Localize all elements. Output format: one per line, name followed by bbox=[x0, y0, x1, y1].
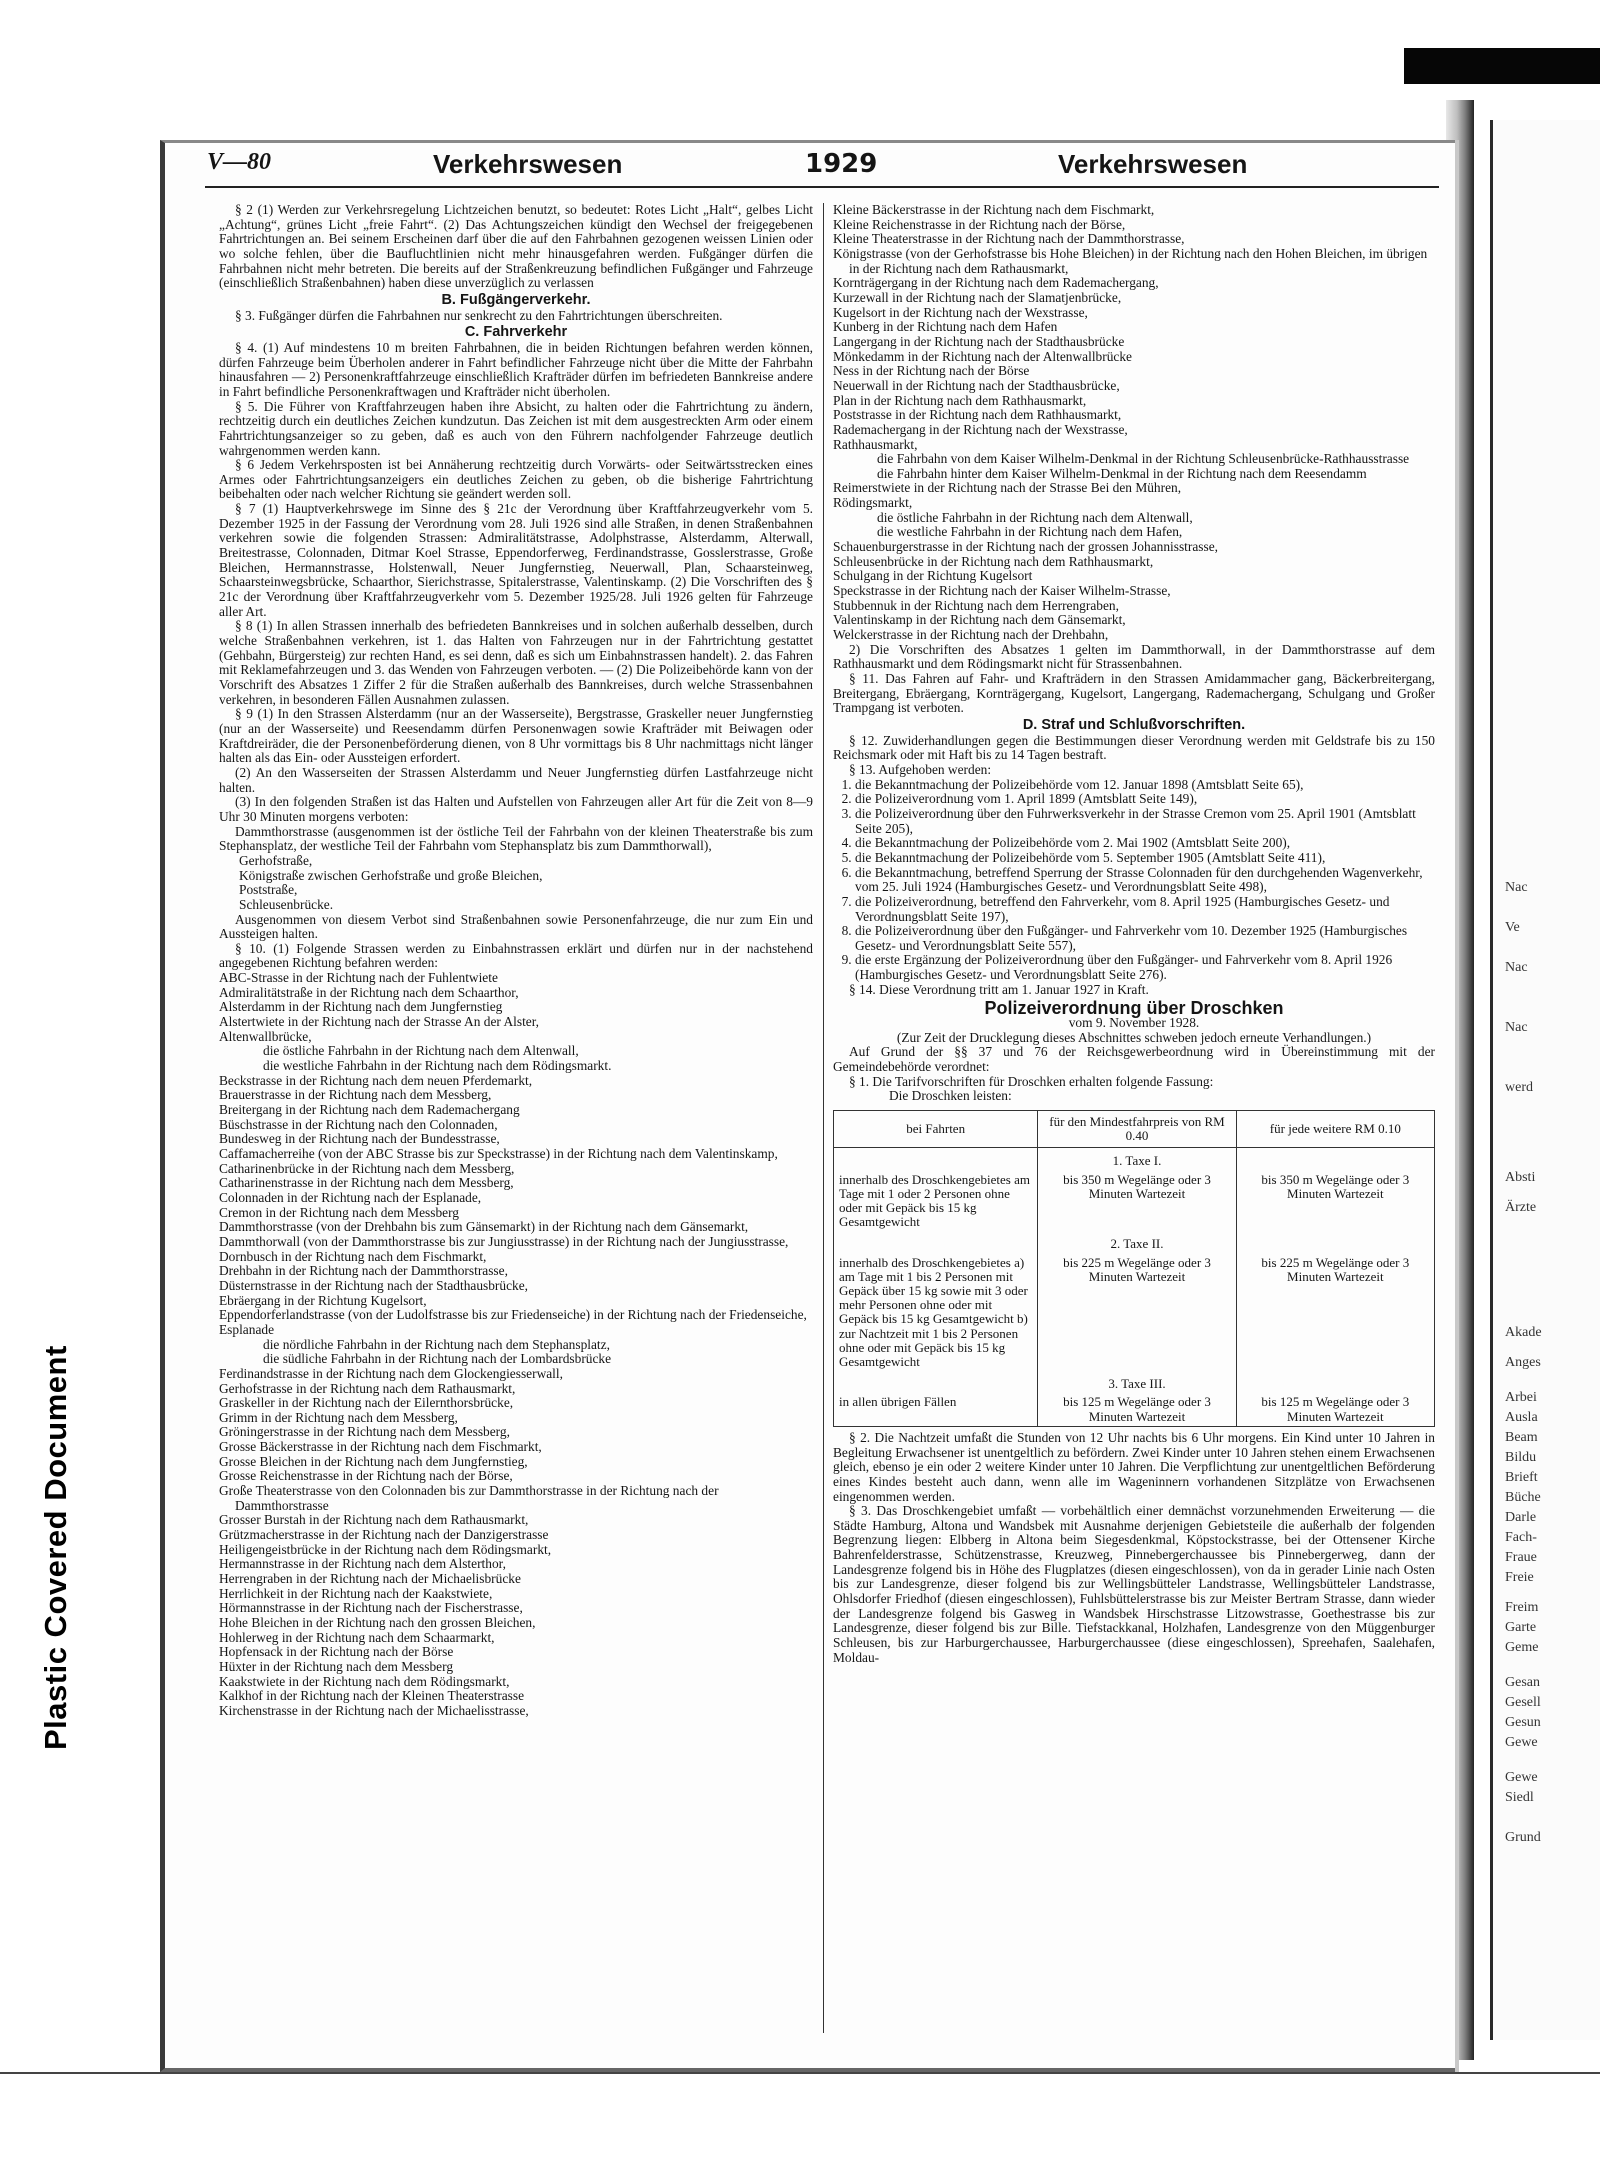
street-entry: Hohlerweg in der Richtung nach dem Schaarmarkt, bbox=[219, 1629, 495, 1645]
street-entry: Langergang in der Richtung nach der Stadthausbrücke bbox=[833, 333, 1125, 349]
paragraph: § 12. Zuwiderhandlungen gegen die Bestimmungen dieser Verordnung werden mit Geldstrafe bis zu 150 Reichsmark oder mit Haft bis zu 14 Tagen bestraft. bbox=[833, 732, 1435, 763]
paragraph: § 11. Das Fahren auf Fahr- und Krafträdern in den Strassen Amidammacher gang, Bäckerbreitergang, Breitergang, Ebräergang, Kornträgergang, Kugelsort, Langergang, Rademachergang, Schulgang und Großer Trampgang ist verboten. bbox=[833, 671, 1435, 716]
paragraph: (2) An den Wasserseiten der Strassen Alsterdamm und Neuer Jungfernstieg dürfen Lastfahrzeuge nicht halten. bbox=[219, 764, 813, 795]
street-entry: Admiralitätstraße in der Richtung nach dem Schaarthor, bbox=[219, 984, 519, 1000]
paragraph: Ausgenommen von diesem Verbot sind Straßenbahnen sowie Personenfahrzeuge, die nur zum Ein und Aussteigen halten. bbox=[219, 911, 813, 942]
repealed-item: 5. die Bekanntmachung der Polizeibehörde vom 5. September 1905 (Amtsblatt Seite 411), bbox=[855, 851, 1435, 866]
adjacent-page-text: Grund bbox=[1505, 1830, 1541, 1845]
paragraph: Dammthorstrasse (ausgenommen ist der östliche Teil der Fahrbahn von der kleinen Theaterstraße bis zum Stephansplatz, der westliche Teil der Fahrbahn vom Stephansplatz bis zum Dammthorwall), bbox=[219, 823, 813, 854]
paragraph: § 2. Die Nachtzeit umfaßt die Stunden von 12 Uhr nachts bis 6 Uhr morgens. Ein Kind unter 10 Jahren in Begleitung Erwachsener ist unentgeltlich zu befördern. Zwei Kinder unter 10 Jahren stehen einem Erwachsenen gleich, ebenso je ein oder 2 weitere Kinder unter 10 Jahren. Die Verpflichtung zur unentgeltlichen Beförderung eines Kindes besteht auch dann, wenn alle im Wageninnern vorhandenen Sitzplätze von Erwachsenen eingenommen werden. bbox=[833, 1429, 1435, 1504]
adjacent-page-text: Geme bbox=[1505, 1640, 1539, 1655]
paragraph: § 10. (1) Folgende Strassen werden zu Einbahnstrassen erklärt und dürfen nur in der nachstehend angegebenen Richtung befahren werden: bbox=[219, 940, 813, 971]
running-title-right: Verkehrswesen bbox=[1058, 149, 1248, 179]
street-entry: Neuerwall in der Richtung nach der Stadthausbrücke, bbox=[833, 377, 1120, 393]
street-entry: Schleusenbrücke in der Richtung nach dem Rathhausmarkt, bbox=[833, 553, 1154, 569]
street-entry: Büschstrasse in der Richtung nach den Colonnaden, bbox=[219, 1116, 498, 1132]
adjacent-page-text: Gewe bbox=[1505, 1770, 1538, 1785]
table-row bbox=[834, 1371, 1435, 1393]
street-entry: die östliche Fahrbahn in der Richtung nach dem Altenwall, bbox=[877, 509, 1193, 525]
table-cell bbox=[834, 1231, 1038, 1253]
paragraph: § 4. (1) Auf mindestens 10 m breiten Fahrbahnen, die in beiden Richtungen befahren werden können, dürfen Fahrzeuge beim Überholen anderer in Fahrt befindlicher Fahrzeuge nicht über die Mitte der Fahrbahn hinausfahren — 2) Personenkraftfahrzeuge einschließlich Krafträder dürfen im befriedeten Bannkreise andere in Fahrt befindliche Personenkraftwagen und Krafträder nicht überholen. bbox=[219, 339, 813, 399]
adjacent-page-text: Gewe bbox=[1505, 1735, 1538, 1750]
adjacent-page-text: Gesan bbox=[1505, 1675, 1540, 1690]
section-heading: D. Straf und Schlußvorschriften. bbox=[1022, 716, 1246, 733]
street-entry: die westliche Fahrbahn in der Richtung nach dem Hafen, bbox=[877, 524, 1183, 540]
street-entry: Hörmannstrasse in der Richtung nach der Fischerstrasse, bbox=[219, 1600, 523, 1616]
adjacent-page-text: Büche bbox=[1505, 1490, 1541, 1505]
street-entry: Kleine Bäckerstrasse in der Richtung nach dem Fischmarkt, bbox=[833, 202, 1155, 217]
street-entry: Catharinenstrasse in der Richtung nach dem Messberg, bbox=[219, 1175, 514, 1191]
paragraph: § 14. Diese Verordnung tritt am 1. Januar 1927 in Kraft. bbox=[849, 981, 1149, 997]
one-way-street-list bbox=[833, 203, 1435, 643]
street-entry: Schulgang in der Richtung Kugelsort bbox=[833, 568, 1033, 584]
street-entry: Brauerstrasse in der Richtung nach dem Messberg, bbox=[219, 1087, 492, 1103]
street-entry: ABC-Strasse in der Richtung nach der Fuhlentwiete bbox=[219, 970, 498, 986]
street-entry: Catharinenbrücke in der Richtung nach dem Messberg, bbox=[219, 1160, 515, 1176]
paragraph: § 6 Jedem Verkehrsposten ist bei Annäherung rechtzeitig durch Vorwärts- oder Seitwärtsstrecken eines Armes oder Fahrtrichtungsanzeigers ein deutliches Zeichen zu geben, ob die bisherige Fahrtrichtung beibehalten oder nach welcher Richtung sie geändert werden soll. bbox=[219, 457, 813, 502]
table-cell bbox=[834, 1371, 1038, 1393]
street-entry: Kalkhof in der Richtung nach der Kleinen Theaterstrasse bbox=[219, 1688, 525, 1704]
street-entry: Kunberg in der Richtung nach dem Hafen bbox=[833, 319, 1058, 335]
street-entry: Breitergang in der Richtung nach dem Rademachergang bbox=[219, 1102, 520, 1118]
street-entry: Grimm in der Richtung nach dem Messberg, bbox=[219, 1409, 458, 1425]
one-way-street-list bbox=[219, 971, 813, 1718]
street-entry: Dammthorstrasse (von der Drehbahn bis zum Gänsemarkt) in der Richtung nach dem Gänsemarkt, bbox=[219, 1219, 749, 1235]
table-cell: bis 225 m Wegelänge oder 3 Minuten Wartezeit bbox=[1038, 1254, 1236, 1372]
document-page bbox=[160, 140, 1455, 2072]
street-entry: Dornbusch in der Richtung nach dem Fischmarkt, bbox=[219, 1248, 487, 1264]
street-entry: Rademachergang in der Richtung nach der Wexstrasse, bbox=[833, 421, 1128, 437]
street-entry: Gröningerstrasse in der Richtung nach dem Messberg, bbox=[219, 1424, 510, 1440]
tax-label: 1. Taxe I. bbox=[1038, 1148, 1236, 1171]
street-entry: Speckstrasse in der Richtung nach der Kaiser Wilhelm-Strasse, bbox=[833, 583, 1171, 599]
street-entry: Hopfensack in der Richtung nach der Börse bbox=[219, 1644, 454, 1660]
street-entry: Plan in der Richtung nach dem Rathhausmarkt, bbox=[833, 392, 1087, 408]
table-header: bei Fahrten bbox=[834, 1111, 1038, 1148]
street-entry: Alsterdamm in der Richtung nach dem Jungfernstieg bbox=[219, 999, 503, 1015]
street-entry: die südliche Fahrbahn in der Richtung nach der Lombardsbrücke bbox=[263, 1351, 612, 1367]
adjacent-page-text: Gesun bbox=[1505, 1715, 1541, 1730]
street-entry: die Fahrbahn von dem Kaiser Wilhelm-Denkmal in der Richtung Schleusenbrücke-Rathhausstrasse bbox=[877, 451, 1410, 467]
year: 1929 bbox=[805, 149, 878, 179]
paragraph: Auf Grund der §§ 37 und 76 der Reichsgewerbeordnung wird in Übereinstimmung mit der Gemeindebehörde verordnet: bbox=[833, 1044, 1435, 1075]
paragraph: § 13. Aufgehoben werden: bbox=[849, 761, 992, 777]
table-cell: bis 350 m Wegelänge oder 3 Minuten Wartezeit bbox=[1038, 1171, 1236, 1232]
adjacent-page-text: Fraue bbox=[1505, 1550, 1537, 1565]
street-entry: Kugelsort in der Richtung nach der Wexstrasse, bbox=[833, 304, 1088, 320]
adjacent-page-text: Gesell bbox=[1505, 1695, 1541, 1710]
adjacent-page-text: Siedl bbox=[1505, 1790, 1534, 1805]
running-title-left: Verkehrswesen bbox=[433, 149, 623, 179]
ordinance-title: Polizeiverordnung über Droschken bbox=[984, 998, 1284, 1019]
paragraph: § 3. Fußgänger dürfen die Fahrbahnen nur senkrecht zu den Fahrtrichtungen überschreiten. bbox=[235, 307, 723, 323]
repealed-list bbox=[833, 778, 1435, 983]
street-entry: Ness in der Richtung nach der Börse bbox=[833, 363, 1030, 379]
table-row bbox=[834, 1393, 1435, 1426]
street-entry: die nördliche Fahrbahn in der Richtung nach dem Stephansplatz, bbox=[263, 1336, 610, 1352]
adjacent-page-text: Nac bbox=[1505, 1020, 1528, 1035]
repealed-item: 1. die Bekanntmachung der Polizeibehörde vom 12. Januar 1898 (Amtsblatt Seite 65), bbox=[855, 778, 1435, 793]
table-cell bbox=[1236, 1371, 1434, 1393]
street-entry: Esplanade bbox=[219, 1321, 275, 1337]
street-entry: Hermannstrasse in der Richtung nach dem Alsterthor, bbox=[219, 1556, 506, 1572]
street-entry: Dammthorwall (von der Dammthorstrasse bis zur Jungiusstrasse) in der Richtung nach der Jungiusstrasse, bbox=[219, 1233, 789, 1249]
paragraph: § 9 (1) In den Strassen Alsterdamm (nur an der Wasserseite), Bergstrasse, Graskeller neuer Jungfernstieg (nur an der Wasserseite) und Reesendamm dürfen Personenwagen sowie Krafträder mit Beiwagen oder Kraftdreiräder, die der Personenbeförderung dienen, von 8 Uhr vormittags bis 8 Uhr nachmittags nicht länger halten als das Ein- oder Aussteigen erfordert. bbox=[219, 706, 813, 766]
street-entry: Kurzewall in der Richtung nach der Slamatjenbrücke, bbox=[833, 289, 1122, 305]
repealed-item: 4. die Bekanntmachung der Polizeibehörde vom 2. Mai 1902 (Amtsblatt Seite 200), bbox=[855, 836, 1435, 851]
tax-label: 3. Taxe III. bbox=[1038, 1371, 1236, 1393]
table-row bbox=[834, 1254, 1435, 1372]
street-entry: Beckstrasse in der Richtung nach dem neuen Pferdemarkt, bbox=[219, 1072, 533, 1088]
street-entry: Herrengraben in der Richtung nach der Michaelisbrücke bbox=[219, 1571, 521, 1587]
street-entry: Welckerstrasse in der Richtung nach der Drehbahn, bbox=[833, 627, 1109, 643]
street-entry: Gerhofstrasse in der Richtung nach dem Rathausmarkt, bbox=[219, 1380, 516, 1396]
table-cell: bis 225 m Wegelänge oder 3 Minuten Wartezeit bbox=[1236, 1254, 1434, 1372]
tax-label: 2. Taxe II. bbox=[1038, 1231, 1236, 1253]
repealed-item: 3. die Polizeiverordnung über den Fuhrwerksverkehr in der Strasse Cremon vom 25. April 1901 (Amtsblatt Seite 205), bbox=[855, 807, 1435, 836]
street-entry: Altenwallbrücke, bbox=[219, 1028, 312, 1044]
paragraph: § 3. Das Droschkengebiet umfaßt — vorbehältlich einer demnächst vorzunehmenden Erweiterung — die Städte Hamburg, Altona und Wandsbek mit Ausnahme derjenigen Gebietsteile die außerhalb der folgenden Begrenzung liegen: Elbberg in Altona beim Siegesdenkmal, Köpstockstrasse, bei der Ottensener Kirche Bahrenfelderstrasse, Schützenstrasse, Kreuzweg, Pinnebergerchaussee bis Pinnebergerweg, dann der Landesgrenze folgend bis in Höhe des Flugplatzes (diesen eingeschlossen), von da in gerader Linie nach Osten bis zur Landesgrenze, dieser folgend bis zur Wellingsbütteler Landstrasse, Wellingsbütteler Landstrasse, Ohlsdorfer Friedhof (diesen eingeschlossen), Fuhlsbüttelerstrasse bis zur Meister Bertram Strasse, dann wieder der Landesgrenze folgend bis Gasweg in Wandsbek Hirschstrasse Litzowstrasse, Goethestrasse bis zur Landesgrenze, dieser folgend bis zur Bille. Tiefstackkanal, Holzhafen, Landesgrenze von den Müggenburger Schleusen, bis zur Harburgerchaussee, Harburgerchaussee (diese eingeschlossen), Spreehafen, Saalehafen, Moldau- bbox=[833, 1503, 1435, 1665]
street-entry: Rathhausmarkt, bbox=[833, 436, 918, 452]
street-entry: Königstrasse (von der Gerhofstrasse bis Hohe Bleichen) in der Richtung nach den Hohen Bleichen, im übrigen in der Richtung nach dem Rathausmarkt, bbox=[833, 245, 1428, 276]
table-cell bbox=[834, 1148, 1038, 1171]
right-column bbox=[833, 203, 1435, 1665]
street-entry: Heiligengeistbrücke in der Richtung nach dem Rödingsmarkt, bbox=[219, 1541, 552, 1557]
street-entry: Grosse Bleichen in der Richtung nach dem Jungfernstieg, bbox=[219, 1453, 528, 1469]
table-cell: bis 125 m Wegelänge oder 3 Minuten Wartezeit bbox=[1038, 1393, 1236, 1426]
street-entry: Bundesweg in der Richtung nach der Bundesstrasse, bbox=[219, 1131, 500, 1147]
section-heading: C. Fahrverkehr bbox=[464, 324, 568, 341]
restricted-street-list bbox=[219, 854, 813, 913]
repealed-item: 2. die Polizeiverordnung vom 1. April 1899 (Amtsblatt Seite 149), bbox=[855, 792, 1435, 807]
repealed-item: 9. die erste Ergänzung der Polizeiverordnung über den Fußgänger- und Fahrverkehr vom 8. April 1926 (Hamburgisches Gesetz- und Verordnungsblatt Seite 276). bbox=[855, 953, 1435, 982]
street-entry: Drehbahn in der Richtung nach der Dammthorstrasse, bbox=[219, 1263, 508, 1279]
street-entry: Grosser Burstah in der Richtung nach dem Rathausmarkt, bbox=[219, 1512, 529, 1528]
scan-bottom-edge bbox=[0, 2072, 1600, 2074]
paragraph: 2) Die Vorschriften des Absatzes 1 gelten im Dammthorwall, in der Dammthorstrasse auf dem Rathhausmarkt und dem Rödingsmarkt nicht für Strassenbahnen. bbox=[833, 641, 1435, 672]
adjacent-page-text: Nac bbox=[1505, 880, 1528, 895]
adjacent-page-text: Brieft bbox=[1505, 1470, 1538, 1485]
paragraph: (3) In den folgenden Straßen ist das Halten und Aufstellen von Fahrzeugen aller Art für die Zeit von 8—9 Uhr 30 Minuten morgens verboten: bbox=[219, 794, 813, 824]
street-entry: Kirchenstrasse in der Richtung nach der Michaelisstrasse, bbox=[219, 1702, 529, 1718]
ordinance-note: (Zur Zeit der Drucklegung dieses Abschnittes schweben jedoch erneute Verhandlungen.) bbox=[896, 1029, 1372, 1045]
paragraph: § 5. Die Führer von Kraftfahrzeugen haben ihre Absicht, zu halten oder die Fahrtrichtung zu ändern, rechtzeitig durch ein deutliches Zeichen kundzutun. Das Zeichen ist mit dem ausgestreckten Arm oder einem Fahrtrichtungsanzeiger so zu geben, daß es auch von den Führern nachfolgender Fahrzeuge deutlich wahrgenommen werden kann. bbox=[219, 398, 813, 458]
street-entry: Grosse Reichenstrasse in der Richtung nach der Börse, bbox=[219, 1468, 513, 1484]
street-entry: Colonnaden in der Richtung nach der Esplanade, bbox=[219, 1189, 482, 1205]
tariff-table bbox=[833, 1110, 1435, 1427]
side-label-text: Plastic Covered Document bbox=[38, 1345, 73, 1750]
table-cell: innerhalb des Droschkengebietes a) am Tage mit 1 bis 2 Personen mit Gepäck über 15 kg sowie mit 3 oder mehr Personen ohne oder mit Gepäck bis 15 kg Gesamtgewicht b) zur Nachtzeit mit 1 bis 2 Personen ohne oder mit Gepäck bis 15 kg Gesamtgewicht bbox=[834, 1254, 1038, 1372]
adjacent-page-fragment bbox=[1490, 120, 1600, 2040]
street-entry: Kornträgergang in der Richtung nach dem Rademachergang, bbox=[833, 275, 1159, 291]
adjacent-page-text: Akade bbox=[1505, 1325, 1542, 1340]
repealed-item: 7. die Polizeiverordnung, betreffend den Fahrverkehr, vom 8. April 1925 (Hamburgisches Gesetz- und Verordnungsblatt Seite 197), bbox=[855, 895, 1435, 924]
side-label bbox=[6, 1210, 73, 1750]
repealed-item: 6. die Bekanntmachung, betreffend Sperrung der Strasse Colonnaden für den durchgehenden Wagenverkehr, vom 25. Juli 1924 (Hamburgisches Gesetz- und Verordnungsblatt Seite 498), bbox=[855, 866, 1435, 895]
street-entry: Kaakstwiete in der Richtung nach dem Rödingsmarkt, bbox=[219, 1673, 510, 1689]
adjacent-page-text: Ausla bbox=[1505, 1410, 1538, 1425]
list-item: Königstraße zwischen Gerhofstraße und große Bleichen, bbox=[239, 867, 543, 883]
ordinance-date: vom 9. November 1928. bbox=[1068, 1015, 1200, 1031]
header-rule bbox=[205, 186, 1439, 188]
street-entry: Cremon in der Richtung nach dem Messberg bbox=[219, 1204, 459, 1220]
table-cell bbox=[1236, 1231, 1434, 1253]
repealed-item: 8. die Polizeiverordnung über den Fußgänger- und Fahrverkehr vom 10. Dezember 1925 (Hamburgisches Gesetz- und Verordnungsblatt Seite 557), bbox=[855, 924, 1435, 953]
adjacent-page-text: Freie bbox=[1505, 1570, 1534, 1585]
table-cell: bis 125 m Wegelänge oder 3 Minuten Wartezeit bbox=[1236, 1393, 1434, 1426]
column-divider bbox=[823, 203, 824, 2033]
street-entry: die östliche Fahrbahn in der Richtung nach dem Altenwall, bbox=[263, 1043, 579, 1059]
street-entry: Kleine Reichenstrasse in der Richtung nach der Börse, bbox=[833, 216, 1126, 232]
paragraph: § 1. Die Tarifvorschriften für Droschken erhalten folgende Fassung: bbox=[849, 1073, 1214, 1089]
street-entry: Ferdinandstrasse in der Richtung nach dem Glockengiesserwall, bbox=[219, 1365, 563, 1381]
paragraph: § 7 (1) Hauptverkehrswege im Sinne des § 21c der Verordnung über Kraftfahrzeugverkehr vom 5. Dezember 1925 in der Fassung der Verordnung vom 28. Juli 1926 sind alle Straßen, in denen Straßenbahnen verkehren sowie die folgenden Strassen: Admiralitätstrasse, Adolphstrasse, Alsterdamm, Alterwall, Breitestrasse, Colonnaden, Ditmar Koel Strasse, Eppendorferweg, Ferdinandstrasse, Gosslerstrasse, Große Bleichen, Hermannstrasse, Holstenwall, Neuer Jungfernstieg, Neuerwall, Plan, Schaarsteinweg, Schaarsteinwegsbrücke, Schaarthor, Sierichstrasse, Spitalerstrasse, Valentinskamp. (2) Die Vorschriften des § 21c der Verordnung über Kraftfahrzeugverkehr vom 5. Dezember 1925/28. Juli 1926 gelten für Fahrzeuge aller Art. bbox=[219, 501, 813, 619]
street-entry: Ebräergang in der Richtung Kugelsort, bbox=[219, 1292, 427, 1308]
street-entry: Eppendorferlandstrasse (von der Ludolfstrasse bis zur Friedenseiche) in der Richtung nach der Friedenseiche, bbox=[219, 1307, 807, 1323]
street-entry: Valentinskamp in der Richtung nach dem Gänsemarkt, bbox=[833, 612, 1126, 628]
adjacent-page-text: Arbei bbox=[1505, 1390, 1537, 1405]
street-entry: Caffamacherreihe (von der ABC Strasse bis zur Speckstrasse) in der Richtung nach dem Valentinskamp, bbox=[219, 1146, 778, 1161]
table-row bbox=[834, 1231, 1435, 1253]
street-entry: Große Theaterstrasse von den Colonnaden bis zur Dammthorstrasse in der Richtung nach der Dammthorstrasse bbox=[219, 1483, 719, 1513]
adjacent-page-text: Beam bbox=[1505, 1430, 1538, 1445]
paragraph: § 8 (1) In allen Strassen innerhalb des befriedeten Bannkreises und in solchen außerhalb desselben, durch welche Straßenbahnen verkehren, ist 1. das Halten von Fahrzeugen nur in der Fahrtrichtung gestattet (Gehbahn, Bürgersteig) zur rechten Hand, es sei denn, daß es sich um Einbahnstrassen handelt). 2. das Fahren mit Reklamefahrzeugen und 3. das Wenden von Fahrzeugen verboten. — (2) Die Polizeibehörde kann von der Vorschrift des Absatzes 1 Ziffer 2 für die Straßen außerhalb des Bannkreises, durch welche Strassenbahnen verkehren, in besonderen Fällen Ausnahmen zulassen. bbox=[219, 618, 813, 707]
section-heading: B. Fußgängerverkehr. bbox=[441, 291, 591, 308]
adjacent-page-text: Freim bbox=[1505, 1600, 1539, 1615]
table-cell bbox=[1236, 1148, 1434, 1171]
street-entry: Reimerstwiete in der Richtung nach der Strasse Bei den Mühren, bbox=[833, 480, 1182, 496]
table-cell: innerhalb des Droschkengebietes am Tage mit 1 oder 2 Personen ohne oder mit Gepäck bis 15 kg Gesamtgewicht bbox=[834, 1171, 1038, 1232]
street-entry: Rödingsmarkt, bbox=[833, 495, 913, 511]
adjacent-page-text: werd bbox=[1505, 1080, 1533, 1095]
adjacent-page-text: Anges bbox=[1505, 1355, 1541, 1370]
paragraph: Die Droschken leisten: bbox=[889, 1088, 1012, 1104]
street-entry: Alstertwiete in der Richtung nach der Strasse An der Alster, bbox=[219, 1014, 540, 1030]
adjacent-page-text: Bildu bbox=[1505, 1450, 1537, 1465]
list-item: Gerhofstraße, bbox=[239, 852, 313, 868]
street-entry: Grosse Bäckerstrasse in der Richtung nach dem Fischmarkt, bbox=[219, 1439, 542, 1455]
table-cell: bis 350 m Wegelänge oder 3 Minuten Wartezeit bbox=[1236, 1171, 1434, 1232]
list-item: Schleusenbrücke. bbox=[239, 896, 334, 912]
adjacent-page-text: Absti bbox=[1505, 1170, 1536, 1185]
street-entry: die Fahrbahn hinter dem Kaiser Wilhelm-Denkmal in der Richtung nach dem Reesendamm bbox=[877, 465, 1367, 481]
street-entry: Hüxter in der Richtung nach dem Messberg bbox=[219, 1658, 454, 1674]
list-item: Poststraße, bbox=[239, 882, 298, 898]
adjacent-page-text: Darle bbox=[1505, 1510, 1537, 1525]
street-entry: Herrlichkeit in der Richtung nach der Kaakstwiete, bbox=[219, 1585, 493, 1601]
street-entry: Grützmacherstrasse in der Richtung nach der Danzigerstrasse bbox=[219, 1527, 549, 1543]
table-header: für jede weitere RM 0.10 bbox=[1236, 1111, 1434, 1148]
street-entry: Düsternstrasse in der Richtung nach der Stadthausbrücke, bbox=[219, 1277, 529, 1293]
table-header: für den Mindestfahrpreis von RM 0.40 bbox=[1038, 1111, 1236, 1148]
adjacent-page-text: Nac bbox=[1505, 960, 1528, 975]
adjacent-page-text: Ve bbox=[1505, 920, 1520, 935]
scan-border-top bbox=[1404, 48, 1600, 84]
street-entry: Graskeller in der Richtung nach der Eilernthorsbrücke, bbox=[219, 1395, 514, 1411]
adjacent-page-text: Garte bbox=[1505, 1620, 1537, 1635]
table-row bbox=[834, 1171, 1435, 1232]
street-entry: Schauenburgerstrasse in der Richtung nach der grossen Johannisstrasse, bbox=[833, 539, 1219, 555]
street-entry: Kleine Theaterstrasse in der Richtung nach der Dammthorstrasse, bbox=[833, 231, 1185, 247]
adjacent-page-text: Fach- bbox=[1505, 1530, 1537, 1545]
street-entry: Poststrasse in der Richtung nach dem Rathhausmarkt, bbox=[833, 407, 1122, 423]
street-entry: die westliche Fahrbahn in der Richtung nach dem Rödingsmarkt. bbox=[263, 1058, 612, 1074]
adjacent-page-text: Ärzte bbox=[1505, 1200, 1537, 1215]
street-entry: Stubbennuk in der Richtung nach dem Herrengraben, bbox=[833, 597, 1119, 613]
street-entry: Hohe Bleichen in der Richtung nach den grossen Bleichen, bbox=[219, 1615, 536, 1630]
left-column bbox=[219, 203, 813, 1719]
page-number: V—80 bbox=[207, 149, 272, 175]
street-entry: Mönkedamm in der Richtung nach der Altenwallbrücke bbox=[833, 348, 1132, 364]
table-cell: in allen übrigen Fällen bbox=[834, 1393, 1038, 1426]
paragraph: § 2 (1) Werden zur Verkehrsregelung Lichtzeichen benutzt, so bedeutet: Rotes Licht „Halt“, gelbes Licht „Achtung“, grünes Licht „freie Fahrt“. (2) Das Achtungszeichen kündigt den Wechsel der freigegebenen Fahrtrichtungen an. Bei seinem Erscheinen darf über die auf den Fahrbahnen gezogenen weissen Linien oder wo solche fehlen, über die Baufluchtlinien nicht mehr hinausgefahren werden. Fußgänger dürfen die Fahrbahnen nicht mehr betreten. Die bereits auf der Straßenkreuzung befindlichen Fußgänger und Fahrzeuge (einschließlich Straßenbahnen) haben diese unverzüglich zu verlassen bbox=[219, 202, 813, 291]
table-row bbox=[834, 1148, 1435, 1171]
